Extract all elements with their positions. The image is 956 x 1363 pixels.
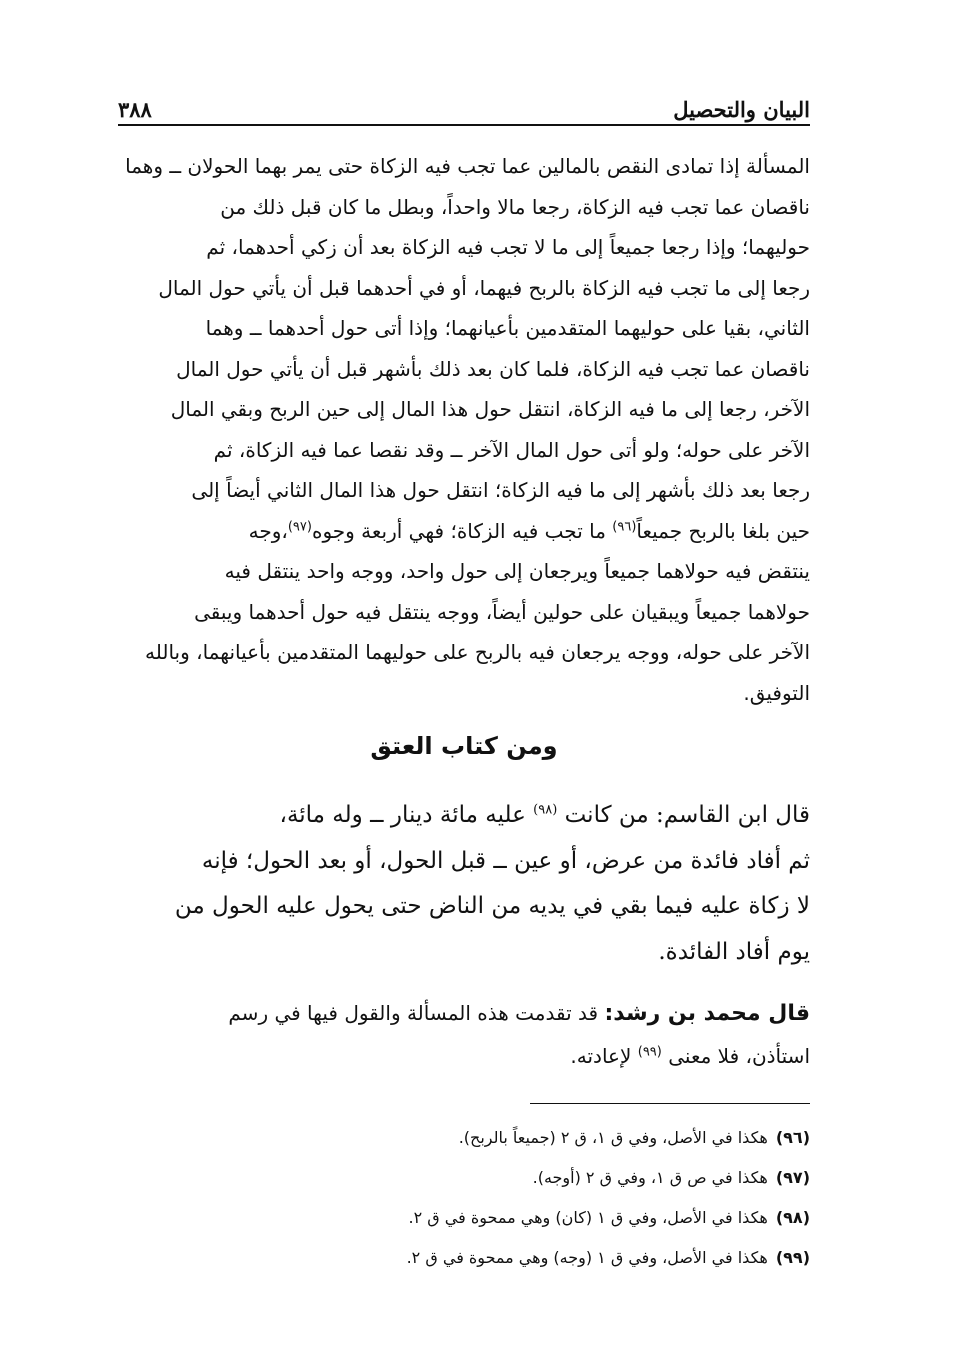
text-line: ناقصان عما تجب فيه الزكاة، رجعا مالا واحداً، وبطل ما كان قبل ذلك من [220,194,810,219]
text-line [118,511,810,552]
text-line: رجعا إلى ما تجب فيه الزكاة بالربح فيهما، أو في أحدهما قبل أن يأتي حول المال [158,275,810,300]
text-run: قد تقدمت هذه المسألة والقول فيها في رسم [228,1001,605,1025]
footnote-text: هكذا في الأصل، وفي ق ١ (كان) وهي ممحوة في ق ٢. [408,1208,768,1227]
text-line [118,1035,810,1077]
text-run: قال ابن القاسم: من كانت [557,802,810,828]
header-rule [118,124,810,126]
footnote-ref-97[interactable]: (٩٧) [287,518,312,534]
text-line: المسألة إذا تمادى النقص بالمالين عما تجب فيه الزكاة حتى يمر بهما الحولان ــ وهما [125,154,810,178]
text-line: الآخر، رجعا إلى ما فيه الزكاة، انتقل حول هذا المال إلى حين الربح وبقي المال [170,397,810,421]
text-line: التوفيق. [743,680,810,705]
footnote-number: (٩٦) [775,1128,810,1147]
footnote-item [118,1238,810,1278]
page-number: ٣٨٨ [118,97,152,122]
footnote-ref-96[interactable]: (٩٦) [612,518,637,534]
text-line: لا زكاة عليه فيما بقي في يديه من الناض حتى يحول عليه الحول من [174,893,810,919]
text-run: ،وجه [248,518,288,543]
text-run: استأذن، فلا معنى [661,1044,810,1068]
footnote-number: (٩٩) [775,1248,810,1267]
footnote-separator [530,1103,810,1104]
footnote-item [118,1158,810,1198]
footnote-text: هكذا في الأصل، وفي ق ١ (وجه) وهي ممحوة في ق ٢. [406,1248,768,1267]
speaker-name: قال محمد بن رشد: [604,1001,810,1026]
text-run: عليه مائة دينار ــ وله مائة، [279,802,534,828]
footnote-text: هكذا في الأصل، وفي ق ١، ق ٢ (جميعاً بالربح). [458,1128,768,1147]
page-header [118,86,810,122]
text-line: الثاني، بقيا على حوليهما المتقدمين بأعيانهما؛ وإذا أتى حول أحدهما ــ وهما [205,316,810,340]
text-run: حين بلغا بالربح جميعاً [636,518,810,543]
text-line: الآخر على حوله، ووجه يرجعان فيه بالربح على حوليهما المتقدمين بأعيانهما، وبالله [145,640,810,664]
footnote-ref-99[interactable]: (٩٩) [637,1044,662,1060]
text-line: الآخر على حوله؛ ولو أتى حول المال الآخر ــ وقد نقصا عما فيه الزكاة، ثم [213,437,810,462]
footnote-text: هكذا في ص ق ١، وفي ق ٢ (أوجه). [532,1168,768,1187]
footnote-item [118,1198,810,1238]
running-title: البيان والتحصيل [673,97,810,122]
section-heading: ومن كتاب العتق [370,732,558,760]
rushd-paragraph [118,992,810,1077]
footnote-ref-98[interactable]: (٩٨) [533,802,558,818]
text-run: لإعادته. [570,1044,638,1068]
text-line: يوم أفاد الفائدة. [658,938,810,965]
text-run: ما تجب فيه الزكاة؛ فهي أربعة وجوه [311,518,613,543]
footnote-number: (٩٧) [775,1168,810,1187]
text-line [118,992,810,1035]
footnote-number: (٩٨) [775,1208,810,1227]
footnotes [118,1118,810,1278]
text-line: ناقصان عما تجب فيه الزكاة، فلما كان بعد ذلك بأشهر قبل أن يأتي حول المال [176,356,810,381]
text-line [118,793,810,839]
text-line: رجعا بعد ذلك بأشهر إلى ما فيه الزكاة؛ انتقل حول هذا المال الثاني أيضاً إلى [191,478,810,502]
text-line: ينتقض فيه حولاهما جميعاً ويرجعان إلى حول واحد، ووجه واحد ينتقل فيه [224,559,810,583]
main-paragraph [118,146,810,713]
qasim-paragraph [118,793,810,975]
text-line: ثم أفاد فائدة من عرض، أو عين ــ قبل الحول، أو بعد الحول؛ فإنه [201,847,810,874]
text-line: حوليهما؛ وإذا رجعا جميعاً إلى ما لا تجب فيه الزكاة بعد أن زكي أحدهما، ثم [206,235,810,259]
footnote-item [118,1118,810,1158]
text-line: حولاهما جميعاً ويبقيان على حولين أيضاً، ووجه ينتقل فيه حول أحدهما ويبقى [194,599,810,624]
